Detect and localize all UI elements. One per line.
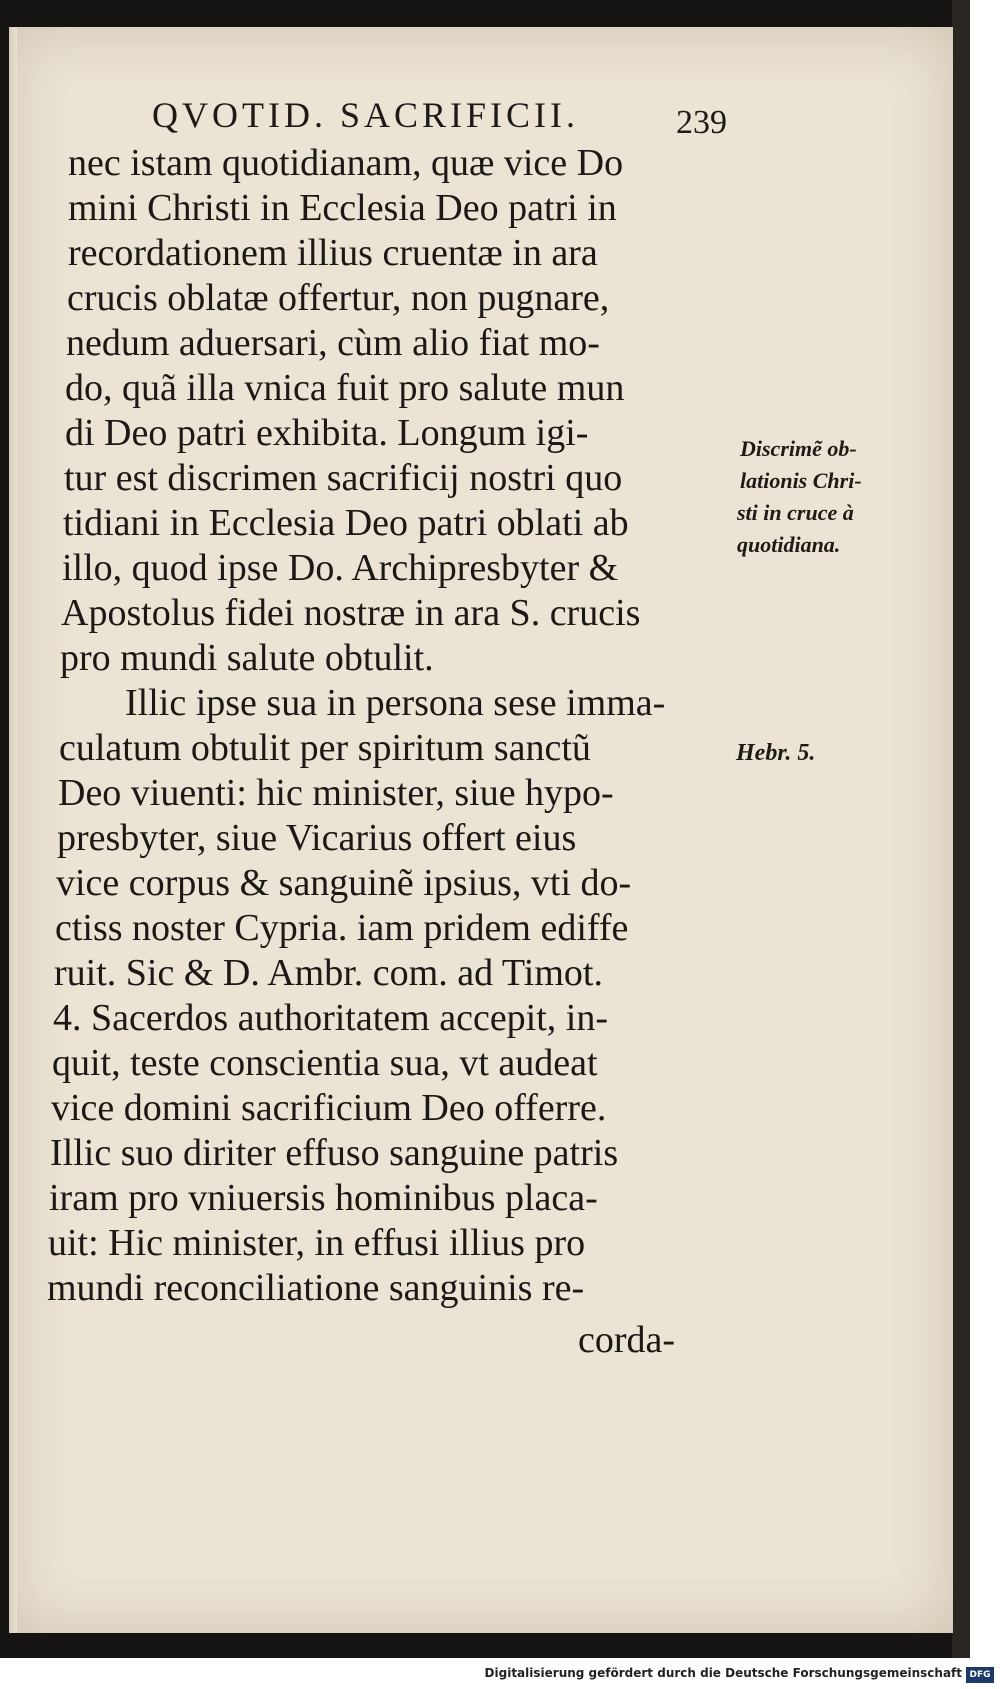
text-line: illo, quod ipse Do. Archipresbyter & [62,547,619,589]
text-line: culatum obtulit per spiritum sanctũ [59,727,591,769]
marginal-note-line: Discrimẽ ob- [740,436,857,461]
footer-bar [0,1658,1000,1689]
running-head: QVOTID. SACRIFICII. [152,95,579,135]
text-line: mini Christi in Ecclesia Deo patri in [68,187,617,229]
text-line: ruit. Sic & D. Ambr. com. ad Timot. [54,952,603,994]
marginal-note-line: lationis Chri- [740,468,862,493]
text-line: presbyter, siue Vicarius offert eius [57,817,577,859]
text-line: quit, teste conscientia sua, vt audeat [52,1042,598,1084]
text-line: Illic ipse sua in persona sese imma- [125,682,666,724]
text-line: Apostolus fidei nostræ in ara S. crucis [61,592,641,634]
marginal-note-line: quotidiana. [737,532,841,557]
text-line: Illic suo diriter effuso sanguine patris [50,1132,619,1174]
text-line: ctiss noster Cypria. iam pridem ediffe [55,907,629,949]
text-line: crucis oblatæ offertur, non pugnare, [67,277,610,319]
dfg-logo: DFG [966,1667,994,1683]
text-line: iram pro vniuersis hominibus placa- [49,1177,598,1219]
text-line: mundi reconciliatione sanguinis re- [47,1267,585,1309]
page-gutter [9,27,17,1633]
text-line: Deo viuenti: hic minister, siue hypo- [58,772,614,814]
marginal-note-line: sti in cruce à [737,500,854,525]
text-line: recordationem illius cruentæ in ara [68,232,598,274]
marginal-reference: Hebr. 5. [736,740,816,766]
text-line: pro mundi salute obtulit. [60,637,434,679]
text-line: tidiani in Ecclesia Deo patri oblati ab [63,502,629,544]
text-line: 4. Sacerdos authoritatem accepit, in- [53,997,609,1039]
text-line: nec istam quotidianam, quæ vice Do [68,142,624,184]
text-line: nedum aduersari, cùm alio fiat mo- [66,322,600,364]
text-line: vice corpus & sanguinẽ ipsius, vti do- [56,862,632,904]
text-line: uit: Hic minister, in effusi illius pro [48,1222,586,1264]
digitization-credit: Digitalisierung gefördert durch die Deutsche Forschungsgemeinschaft [484,1666,962,1680]
page-number: 239 [676,104,727,141]
catchword: corda- [578,1319,676,1361]
text-line: tur est discrimen sacrificij nostri quo [64,457,623,499]
book-edge [952,0,970,1658]
text-line: do, quã illa vnica fuit pro salute mun [65,367,625,409]
text-line: vice domini sacrificium Deo offerre. [51,1087,607,1129]
text-line: di Deo patri exhibita. Longum igi- [65,412,589,454]
